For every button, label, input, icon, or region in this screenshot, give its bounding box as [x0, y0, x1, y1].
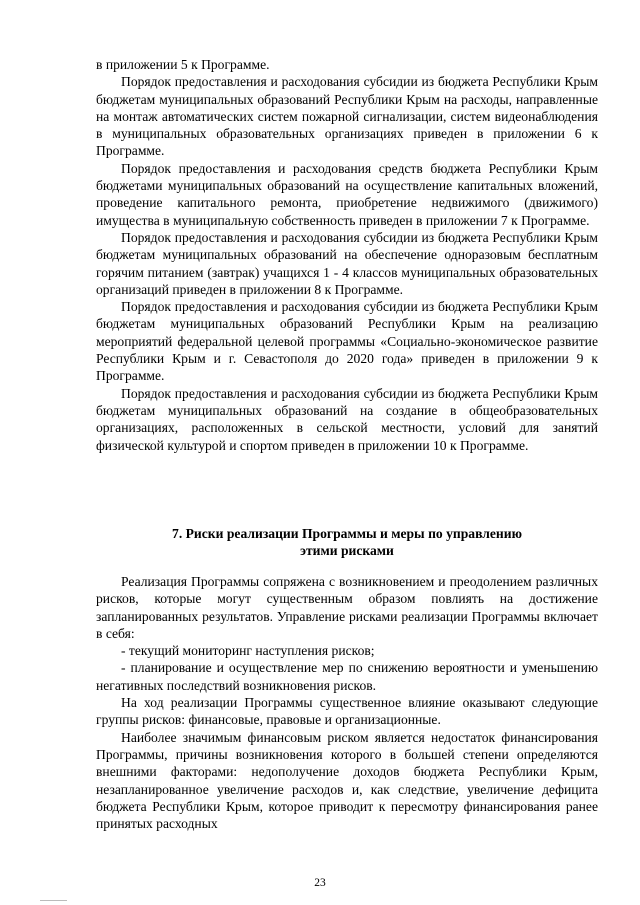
- paragraph: Наиболее значимым финансовым риском является недостаток финансирования Программы, причины возникновения которого в большей степени определяются внешними факторами: недополучение доходов бюджета Республики Крым, незапланированное увеличение расходов и, как следствие, увеличение дефицита бюджета Республики Крым, которое приводит к пересмотру финансирования ранее принятых расходных: [96, 729, 598, 832]
- text-block-top: [96, 56, 598, 454]
- paragraph: в приложении 5 к Программе.: [96, 57, 270, 72]
- paragraph: Порядок предоставления и расходования субсидии из бюджета Республики Крым бюджетам муниципальных образований на создание в общеобразовательных организациях, расположенных в сельской местности, условий для занятий физической культурой и спортом приведен в приложении 10 к Программе.: [96, 385, 598, 453]
- page-number: 23: [314, 877, 326, 889]
- paragraph: Порядок предоставления и расходования субсидии из бюджета Республики Крым бюджетам муниципальных образований на обеспечение одноразовым бесплатным горячим питанием (завтрак) учащихся 1 - 4 классов муниципальных образовательных организаций приведен в приложении 8 к Программе.: [96, 229, 598, 297]
- section-heading-line: этими рисками: [300, 543, 394, 559]
- section-heading: [96, 525, 598, 560]
- paragraph: На ход реализации Программы существенное влияние оказывают следующие группы рисков: финансовые, правовые и организационные.: [96, 695, 598, 728]
- list-item: - текущий мониторинг наступления рисков;: [121, 643, 375, 659]
- list-item: - планирование и осуществление мер по снижению вероятности и уменьшению негативных последствий возникновения рисков.: [96, 660, 598, 693]
- paragraph: Порядок предоставления и расходования субсидии из бюджета Республики Крым бюджетам муниципальных образований Республики Крым на расходы, направленные на монтаж автоматических систем пожарной сигнализации, систем видеонаблюдения в муниципальных образовательных организациях приведен в приложении 6 к Программе.: [96, 74, 598, 159]
- text-block-risks: [96, 573, 598, 832]
- paragraph: Порядок предоставления и расходования средств бюджета Республики Крым бюджетами муниципальных образований на осуществление капитальных вложений, проведение капитального ремонта, приобретение недвижимого (движимого) имущества в муниципальную собственность приведен в приложении 7 к Программе.: [96, 160, 598, 228]
- section-heading-line: 7. Риски реализации Программы и меры по управлению: [172, 526, 522, 541]
- paragraph: Порядок предоставления и расходования субсидии из бюджета Республики Крым бюджетам муниципальных образований Республики Крым на реализацию мероприятий федеральной целевой программы «Социально-экономическое развитие Республики Крым и г. Севастополя до 2020 года» приведен в приложении 9 к Программе.: [96, 299, 598, 384]
- paragraph: Реализация Программы сопряжена с возникновением и преодолением различных рисков, которые могут существенным образом повлиять на достижение запланированных результатов. Управление рисками реализации Программы включает в себя:: [96, 574, 598, 641]
- footer-divider: [40, 900, 67, 901]
